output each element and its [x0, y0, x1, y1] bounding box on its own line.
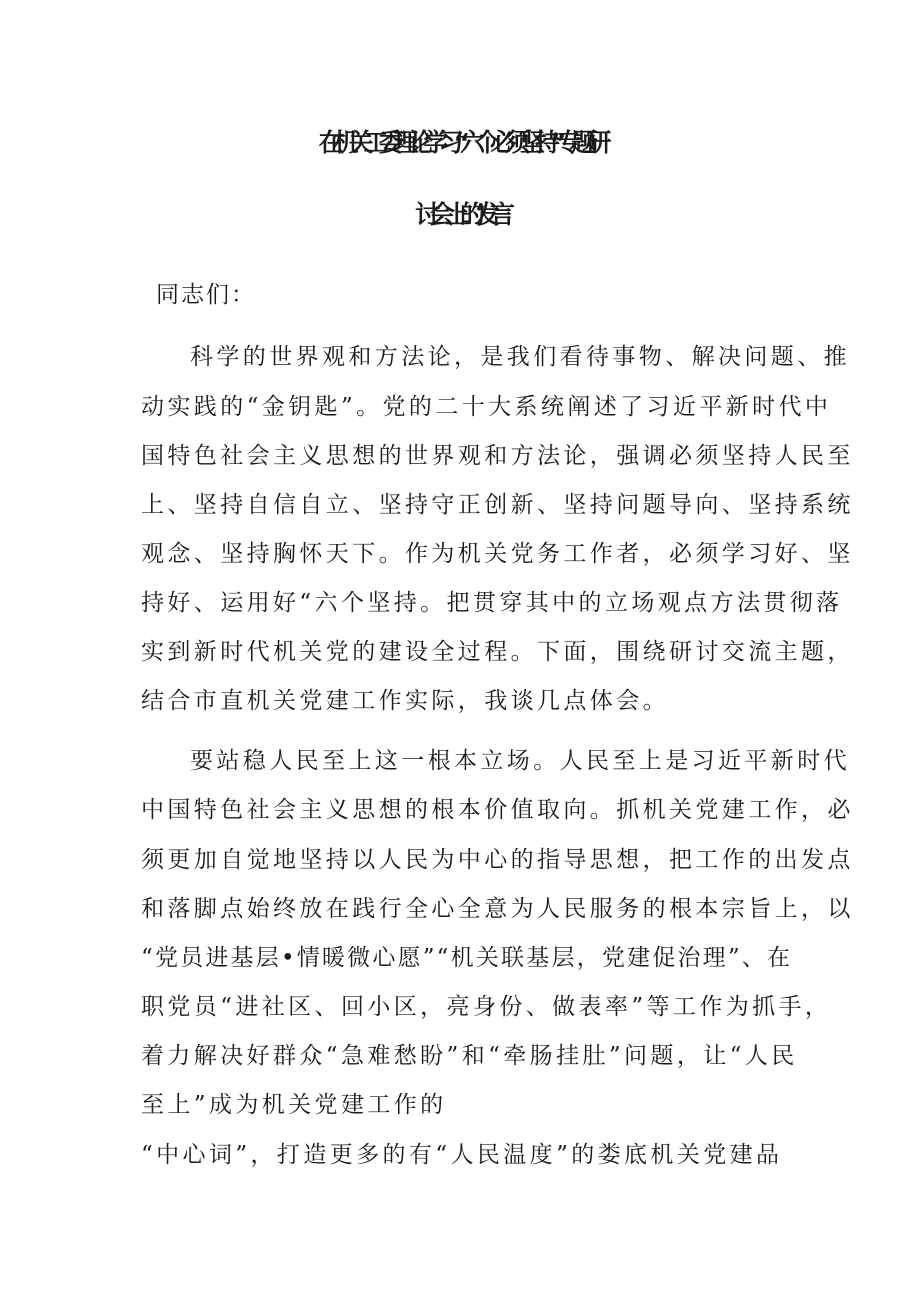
- salutation: 同志们：: [156, 282, 256, 308]
- paragraph-line: 须更加自觉地坚持以人民为中心的指导思想，把工作的出发点: [141, 847, 854, 873]
- paragraph-line: 科学的世界观和方法论，是我们看待事物、解决问题、推: [190, 344, 850, 370]
- paragraph-line: 要站稳人民至上这一根本立场。人民至上是习近平新时代: [190, 748, 850, 774]
- paragraph-line: 国特色社会主义思想的世界观和方法论，强调必须坚持人民至: [141, 443, 854, 469]
- paragraph-line: 结合市直机关党建工作实际，我谈几点体会。: [141, 688, 669, 714]
- paragraph-line: 观念、坚持胸怀天下。作为机关党务工作者，必须学习好、坚: [141, 541, 854, 567]
- paragraph-line: 上、坚持自信自立、坚持守正创新、坚持问题导向、坚持系统: [141, 492, 854, 518]
- paragraph-line: 持好、运用好“六个坚持。把贯穿其中的立场观点方法贯彻落: [141, 590, 843, 616]
- paragraph-line: 着力解决好群众“急难愁盼”和“牵肠挂肚”问题，让“人民: [141, 1043, 798, 1069]
- paragraph-3-line: “中心词”，打造更多的有“人民温度”的娄底机关党建品: [141, 1142, 783, 1168]
- paragraph-line: 和落脚点始终放在践行全心全意为人民服务的根本宗旨上，以: [141, 896, 854, 922]
- document-title-line-1: 在机关工委理论学习“六个必须坚持”专题研: [318, 128, 602, 157]
- paragraph-line: 至上”成为机关党建工作的: [141, 1092, 447, 1118]
- paragraph-line: 动实践的“金钥匙”。党的二十大系统阐述了习近平新时代中: [141, 394, 832, 420]
- document-title-line-2: 讨会上的发言: [414, 200, 505, 229]
- paragraph-line: “党员进基层•情暖微心愿”“机关联基层，党建促治理”、在: [141, 945, 793, 971]
- paragraph-line: 职党员“进社区、回小区，亮身份、做表率”等工作为抓手，: [141, 994, 832, 1020]
- paragraph-line: 实到新时代机关党的建设全过程。下面，围绕研讨交流主题，: [141, 639, 854, 665]
- paragraph-line: 中国特色社会主义思想的根本价值取向。抓机关党建工作，必: [141, 797, 854, 823]
